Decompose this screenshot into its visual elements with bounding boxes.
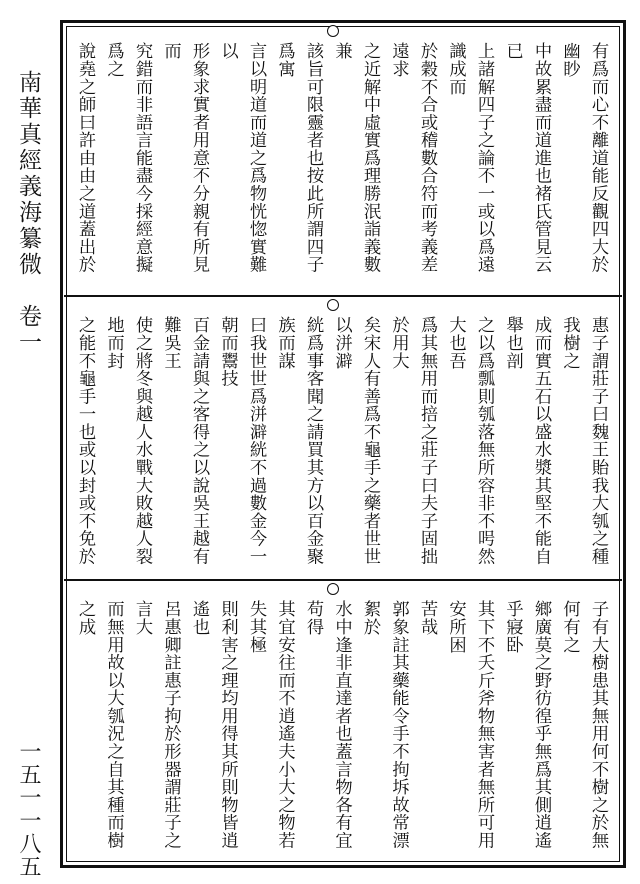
text-column: 使之將冬與越人水戰大敗越人裂地而封: [103, 316, 152, 566]
text-column: 上諸解四子之論不一或以爲遠識成而: [445, 42, 494, 274]
text-column: 於穀不合或稽數合符而考義差遠求: [388, 42, 437, 274]
text-column: 之能不龜手一也或以封或不免於: [75, 316, 95, 566]
text-column: 究錯而非語言能盡今採經意擬爲之: [103, 42, 152, 274]
vertical-text-block: [72, 316, 612, 570]
text-panel-top: [64, 24, 622, 294]
text-column: 郭象註其藥能令手不拘坼故常漂絮於: [360, 600, 409, 850]
text-column: 子有大樹患其無用何不樹之於無何有之: [559, 600, 608, 850]
text-panel-middle: [64, 298, 622, 578]
text-column: 而無用故以大瓠況之自其種而樹之成: [75, 600, 124, 850]
text-panel-bottom: [64, 582, 622, 864]
page-number: 一五一一八五: [16, 740, 41, 878]
text-column: 成而實五石以盛水漿其堅不能自舉也剖: [502, 316, 551, 566]
vertical-text-block: [72, 42, 612, 286]
text-column: 矣宋人有善爲不龜手之藥者世世以洴澼: [331, 316, 380, 566]
text-column: 說堯之師曰許由由之道蓋出於: [75, 42, 95, 274]
text-column: 呂惠卿註惠子拘於形器謂莊子之言大: [132, 600, 181, 850]
text-column: 該旨可限靈者也按此所謂四子爲寓: [274, 42, 323, 274]
text-column: 其宜安往而不逍遙夫小大之物若失其極: [246, 600, 295, 850]
text-column: 中故累盡而道進也褚氏管見云已: [502, 42, 551, 274]
text-column: 有爲而心不離道能反觀四大於幽眇: [559, 42, 608, 274]
text-column: 水中逢非直達者也蓋言物各有宜苟得: [303, 600, 352, 850]
text-column: 其下不夭斤斧物無害者無所可用安所困: [445, 600, 494, 850]
vertical-text-block: [72, 600, 612, 856]
text-column: 形象求實者用意不分親有所見而: [160, 42, 209, 274]
text-column: 惠子謂莊子曰魏王貽我大瓠之種我樹之: [559, 316, 608, 566]
text-column: 言以明道而道之爲物恍惚實難以: [217, 42, 266, 274]
text-column: 之近解中虛實爲理勝泯詣義數兼: [331, 42, 380, 274]
text-column: 之以爲瓢則瓠落無所容非不呺然大也吾: [445, 316, 494, 566]
running-title: 南華真經義海纂微 卷一: [15, 70, 41, 356]
panel-divider: [64, 579, 622, 581]
text-column: 鄉廣莫之野彷徨乎無爲其側逍遙乎寢卧: [502, 600, 551, 850]
text-column: 百金請與之客得之以說吳王越有難吳王: [160, 316, 209, 566]
text-column: 則利害之理均用得其所則物皆逍遙也: [189, 600, 238, 850]
text-column: 絖爲事客聞之請買其方以百金聚族而謀: [274, 316, 323, 566]
text-column: 曰我世世爲洴澼絖不過數金今一朝而鬻技: [217, 316, 266, 566]
text-column: 爲其無用而掊之莊子曰夫子固拙於用大: [388, 316, 437, 566]
text-column: 苦哉: [417, 600, 437, 636]
panel-divider: [64, 295, 622, 297]
